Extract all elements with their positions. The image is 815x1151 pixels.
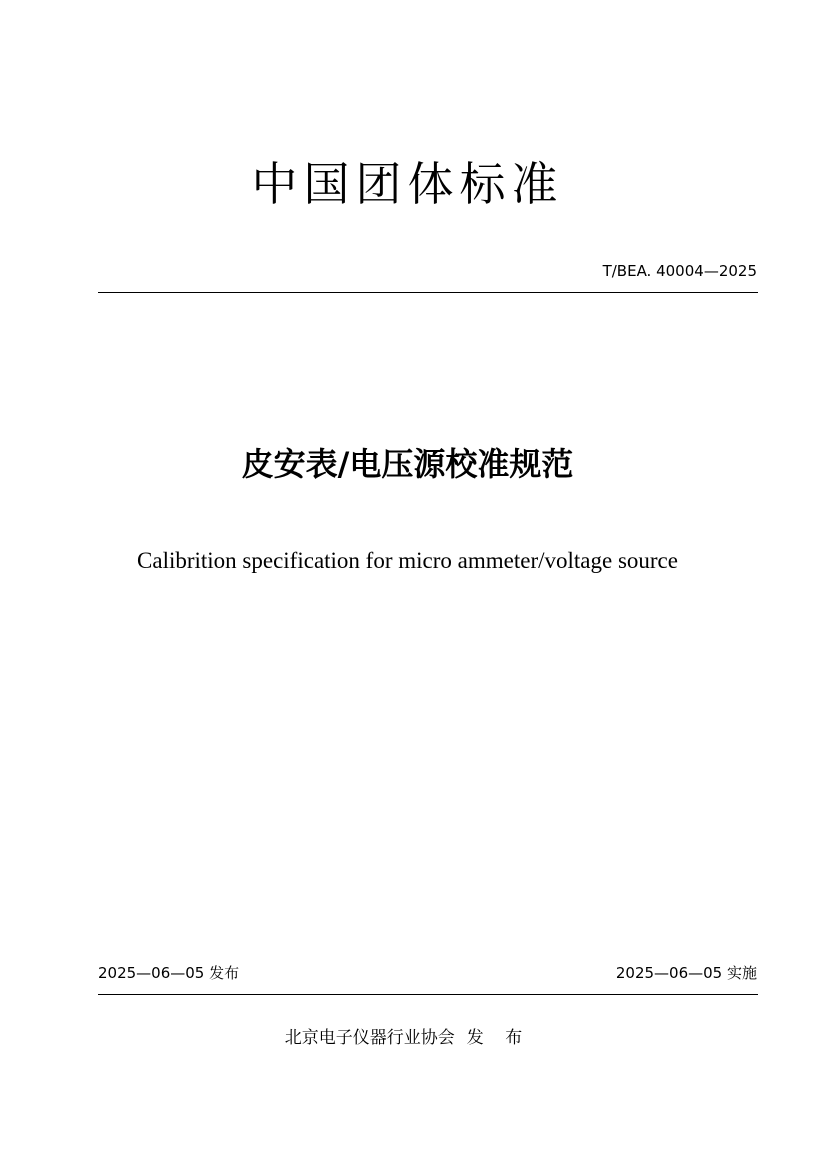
publisher-line bbox=[0, 1026, 815, 1050]
publisher-action: 发 布 bbox=[466, 1028, 531, 1048]
release-date: 2025—06—05 发布 bbox=[98, 964, 240, 982]
chinese-title: 皮安表/电压源校准规范 bbox=[241, 445, 574, 483]
implement-date: 2025—06—05 实施 bbox=[615, 964, 757, 982]
standard-number: T/BEA. 40004—2025 bbox=[602, 262, 757, 280]
document-header-title: 中国团体标准 bbox=[251, 157, 564, 211]
header-divider bbox=[98, 292, 758, 293]
footer-divider bbox=[98, 994, 758, 995]
publisher-name: 北京电子仪器行业协会 bbox=[284, 1028, 455, 1048]
english-title: Calibrition specification for micro ammeter/voltage source bbox=[137, 548, 678, 573]
